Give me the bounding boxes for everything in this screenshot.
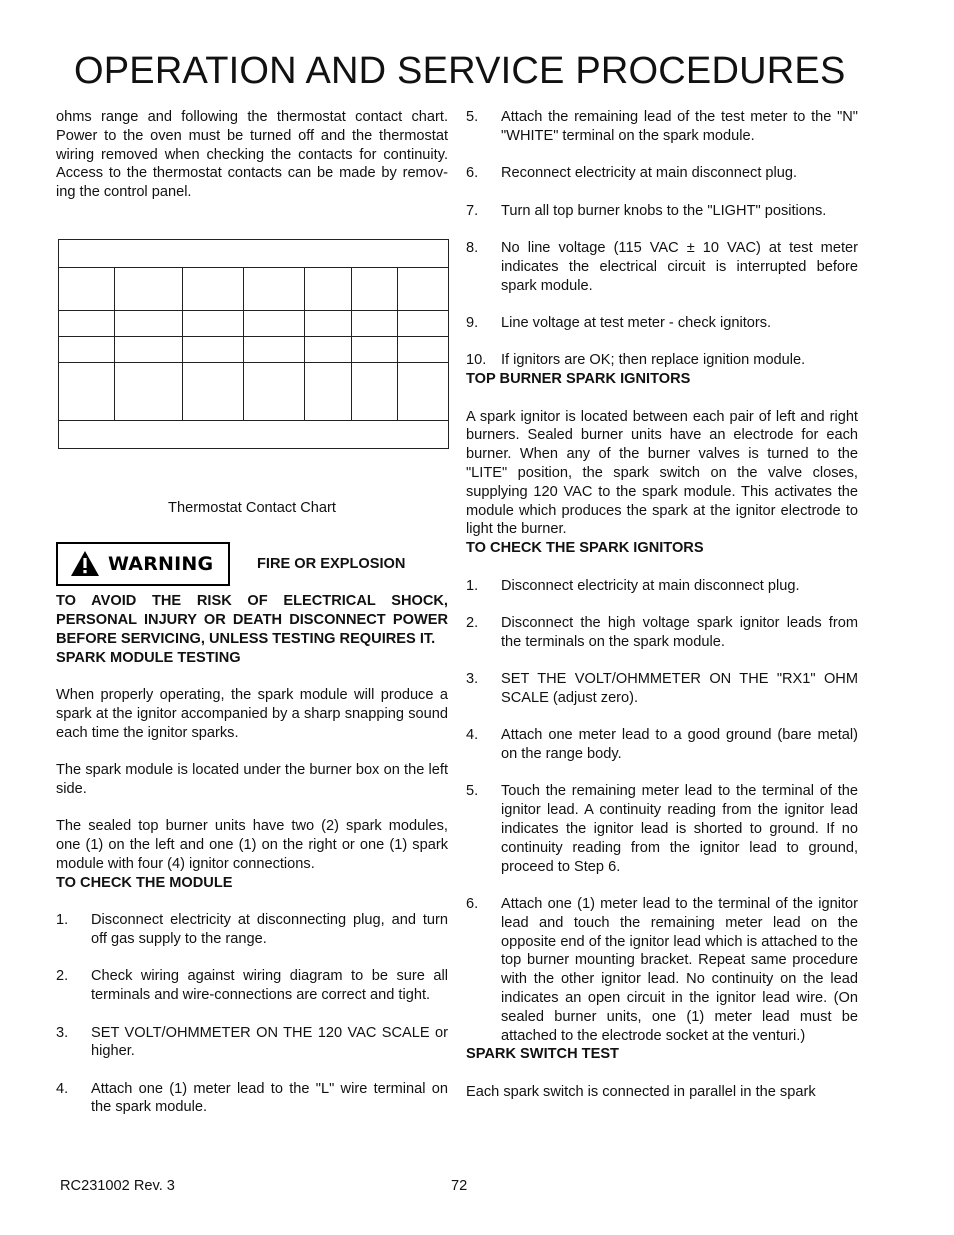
list-item: [466, 314, 858, 333]
step-text: Disconnect electricity at main disconnect plug.: [501, 577, 800, 594]
table-cell: [305, 310, 352, 336]
step-number: 1.: [56, 912, 69, 929]
table-cell: [398, 362, 449, 420]
step-text: Reconnect electricity at main disconnect plug.: [501, 165, 798, 182]
list-item: [56, 1080, 448, 1118]
list-item: [466, 614, 858, 652]
step-text: Attach one meter lead to a good ground (bare metal) on the range body.: [501, 727, 858, 763]
list-item: [466, 782, 858, 876]
list-item: [466, 577, 858, 596]
intro-paragraph: ohms range and following the thermostat contact chart. Power to the oven must be turned off and the thermostat wiring removed when checking the contacts for continuity. Access to the thermostat contacts can be made by remov-ing the control panel.: [56, 109, 448, 201]
check-module-heading: TO CHECK THE MODULE: [56, 874, 233, 891]
left-column: [56, 108, 448, 1117]
table-cell: [244, 336, 305, 362]
warning-header: [56, 542, 448, 590]
table-cell: [352, 310, 398, 336]
table-cell: [183, 310, 244, 336]
table-row: [59, 267, 449, 310]
table-cell: [305, 336, 352, 362]
table-cell: [59, 420, 449, 448]
table-cell: [244, 310, 305, 336]
chart-caption: Thermostat Contact Chart: [168, 499, 336, 516]
step-text: Check wiring against wiring diagram to be sure all terminals and wire-connections are correct and tight.: [91, 968, 448, 1004]
document-id: RC231002 Rev. 3: [60, 1178, 175, 1194]
table-cell: [305, 267, 352, 310]
warning-text: TO AVOID THE RISK OF ELECTRICAL SHOCK, PERSONAL INJURY OR DEATH DISCONNECT POWER BEFORE SERVICING, UNLESS TESTING REQUIRES IT.: [56, 592, 448, 647]
spark-module-heading: SPARK MODULE TESTING: [56, 649, 241, 666]
table-row: [59, 336, 449, 362]
list-item: [466, 164, 858, 183]
list-item: [466, 239, 858, 295]
table-cell: [115, 310, 183, 336]
table-cell: [115, 267, 183, 310]
table-row: [59, 420, 449, 448]
warning-triangle-icon: [70, 550, 100, 577]
step-text: Disconnect electricity at disconnecting plug, and turn off gas supply to the range.: [91, 912, 448, 947]
step-text: Attach one (1) meter lead to the terminal of the ignitor lead and touch the remaining meter lead on the opposite end of the ignitor lead which is attached to the top burner mounting bracket. Repeat same procedure with the other ignitor lead. No continuity on the lead indicates an open circuit in the ignitor lead wire. (On sealed burner units, one (1) meter lead must be attached to the electrode socket at the venturi.): [501, 896, 858, 1044]
table-cell: [59, 362, 115, 420]
step-number: 4.: [56, 1080, 69, 1097]
table-row: [59, 362, 449, 420]
thermostat-contact-table: [58, 239, 449, 449]
spark-paragraph-1: When properly operating, the spark module will produce a spark at the ignitor accompanied by a sharp snapping sound each time the ignitor sparks.: [56, 687, 448, 741]
table-cell: [398, 336, 449, 362]
step-text: Attach one (1) meter lead to the "L" wire terminal on the spark module.: [91, 1080, 448, 1116]
table-cell: [244, 267, 305, 310]
list-item: [466, 202, 858, 221]
step-number: 2.: [466, 614, 479, 631]
right-column: [466, 108, 858, 1102]
step-text: Disconnect the high voltage spark ignitor leads from the terminals on the spark module.: [501, 614, 858, 650]
step-number: 5.: [466, 109, 479, 125]
step-text: SET THE VOLT/OHMMETER ON THE "RX1" OHM SCALE (adjust zero).: [501, 671, 858, 706]
step-number: 2.: [56, 968, 69, 985]
table-cell: [183, 267, 244, 310]
warning-badge: [56, 542, 230, 586]
step-text: Line voltage at test meter - check ignitors.: [501, 314, 772, 331]
hazard-label: FIRE OR EXPLOSION: [257, 555, 406, 572]
list-item: [466, 108, 858, 146]
table-cell: [398, 310, 449, 336]
step-number: 8.: [466, 239, 479, 256]
spark-switch-heading: SPARK SWITCH TEST: [466, 1046, 619, 1063]
list-item: [56, 911, 448, 949]
table-row: [59, 310, 449, 336]
table-cell: [398, 267, 449, 310]
table-cell: [305, 362, 352, 420]
table-cell: [183, 362, 244, 420]
list-item: [466, 670, 858, 708]
table-cell: [352, 336, 398, 362]
list-item: [466, 895, 858, 1045]
list-item: [56, 967, 448, 1005]
step-number: 6.: [466, 165, 479, 182]
step-number: 7.: [466, 202, 479, 219]
step-number: 5.: [466, 783, 479, 800]
table-cell: [59, 336, 115, 362]
step-number: 3.: [466, 671, 479, 688]
page-title: OPERATION AND SERVICE PROCEDURES: [74, 50, 846, 92]
warning-label: WARNING: [108, 552, 214, 575]
step-text: Touch the remaining meter lead to the terminal of the ignitor lead. A continuity reading from the ignitor lead indicates the ignitor lead is shorted to ground. If no continuity reading from the ignitor lead to ground, proceed to Step 6.: [501, 783, 858, 875]
table-cell: [115, 336, 183, 362]
list-item: [466, 351, 858, 370]
thermostat-contact-chart: [56, 239, 448, 479]
table-cell: [183, 336, 244, 362]
table-cell: [59, 267, 115, 310]
table-cell: [59, 239, 449, 267]
spark-switch-paragraph: Each spark switch is connected in parallel in the spark: [466, 1083, 816, 1100]
step-text: No line voltage (115 VAC ± 10 VAC) at test meter indicates the electrical circuit is interrupted before spark module.: [501, 239, 858, 294]
step-number: 4.: [466, 727, 479, 744]
table-cell: [244, 362, 305, 420]
step-number: 6.: [466, 896, 479, 913]
table-cell: [59, 310, 115, 336]
step-text: Attach the remaining lead of the test meter to the "N" "WHITE" terminal on the spark module.: [501, 109, 858, 144]
list-item: [466, 726, 858, 764]
table-row: [59, 239, 449, 267]
step-number: 1.: [466, 577, 479, 594]
table-cell: [115, 362, 183, 420]
step-text: SET VOLT/OHMMETER ON THE 120 VAC SCALE or higher.: [91, 1024, 448, 1060]
step-number: 9.: [466, 314, 479, 331]
step-number: 10.: [466, 352, 487, 369]
step-number: 3.: [56, 1024, 69, 1041]
ignitors-paragraph: A spark ignitor is located between each pair of left and right burners. Sealed burner units have an electrode for each burner. When any of the burner valves is turned to the "LITE" position, the spark switch on the valve closes, supplying 120 VAC to the spark module. This activates the module which produces the spark at the ignitor electrode to light the burner.: [466, 408, 858, 538]
step-text: Turn all top burner knobs to the "LIGHT" positions.: [501, 202, 827, 219]
table-cell: [352, 267, 398, 310]
spark-paragraph-3: The sealed top burner units have two (2) spark modules, one (1) on the left and one (1) on the right or one (1) spark module with four (4) ignitor connections.: [56, 818, 448, 872]
check-ignitors-heading: TO CHECK THE SPARK IGNITORS: [466, 540, 704, 557]
spark-paragraph-2: The spark module is located under the burner box on the left side.: [56, 762, 448, 797]
list-item: [56, 1024, 448, 1062]
ignitors-heading: TOP BURNER SPARK IGNITORS: [466, 371, 691, 388]
step-text: If ignitors are OK; then replace ignition module.: [501, 352, 806, 369]
table-cell: [352, 362, 398, 420]
page-number: 72: [451, 1178, 468, 1194]
